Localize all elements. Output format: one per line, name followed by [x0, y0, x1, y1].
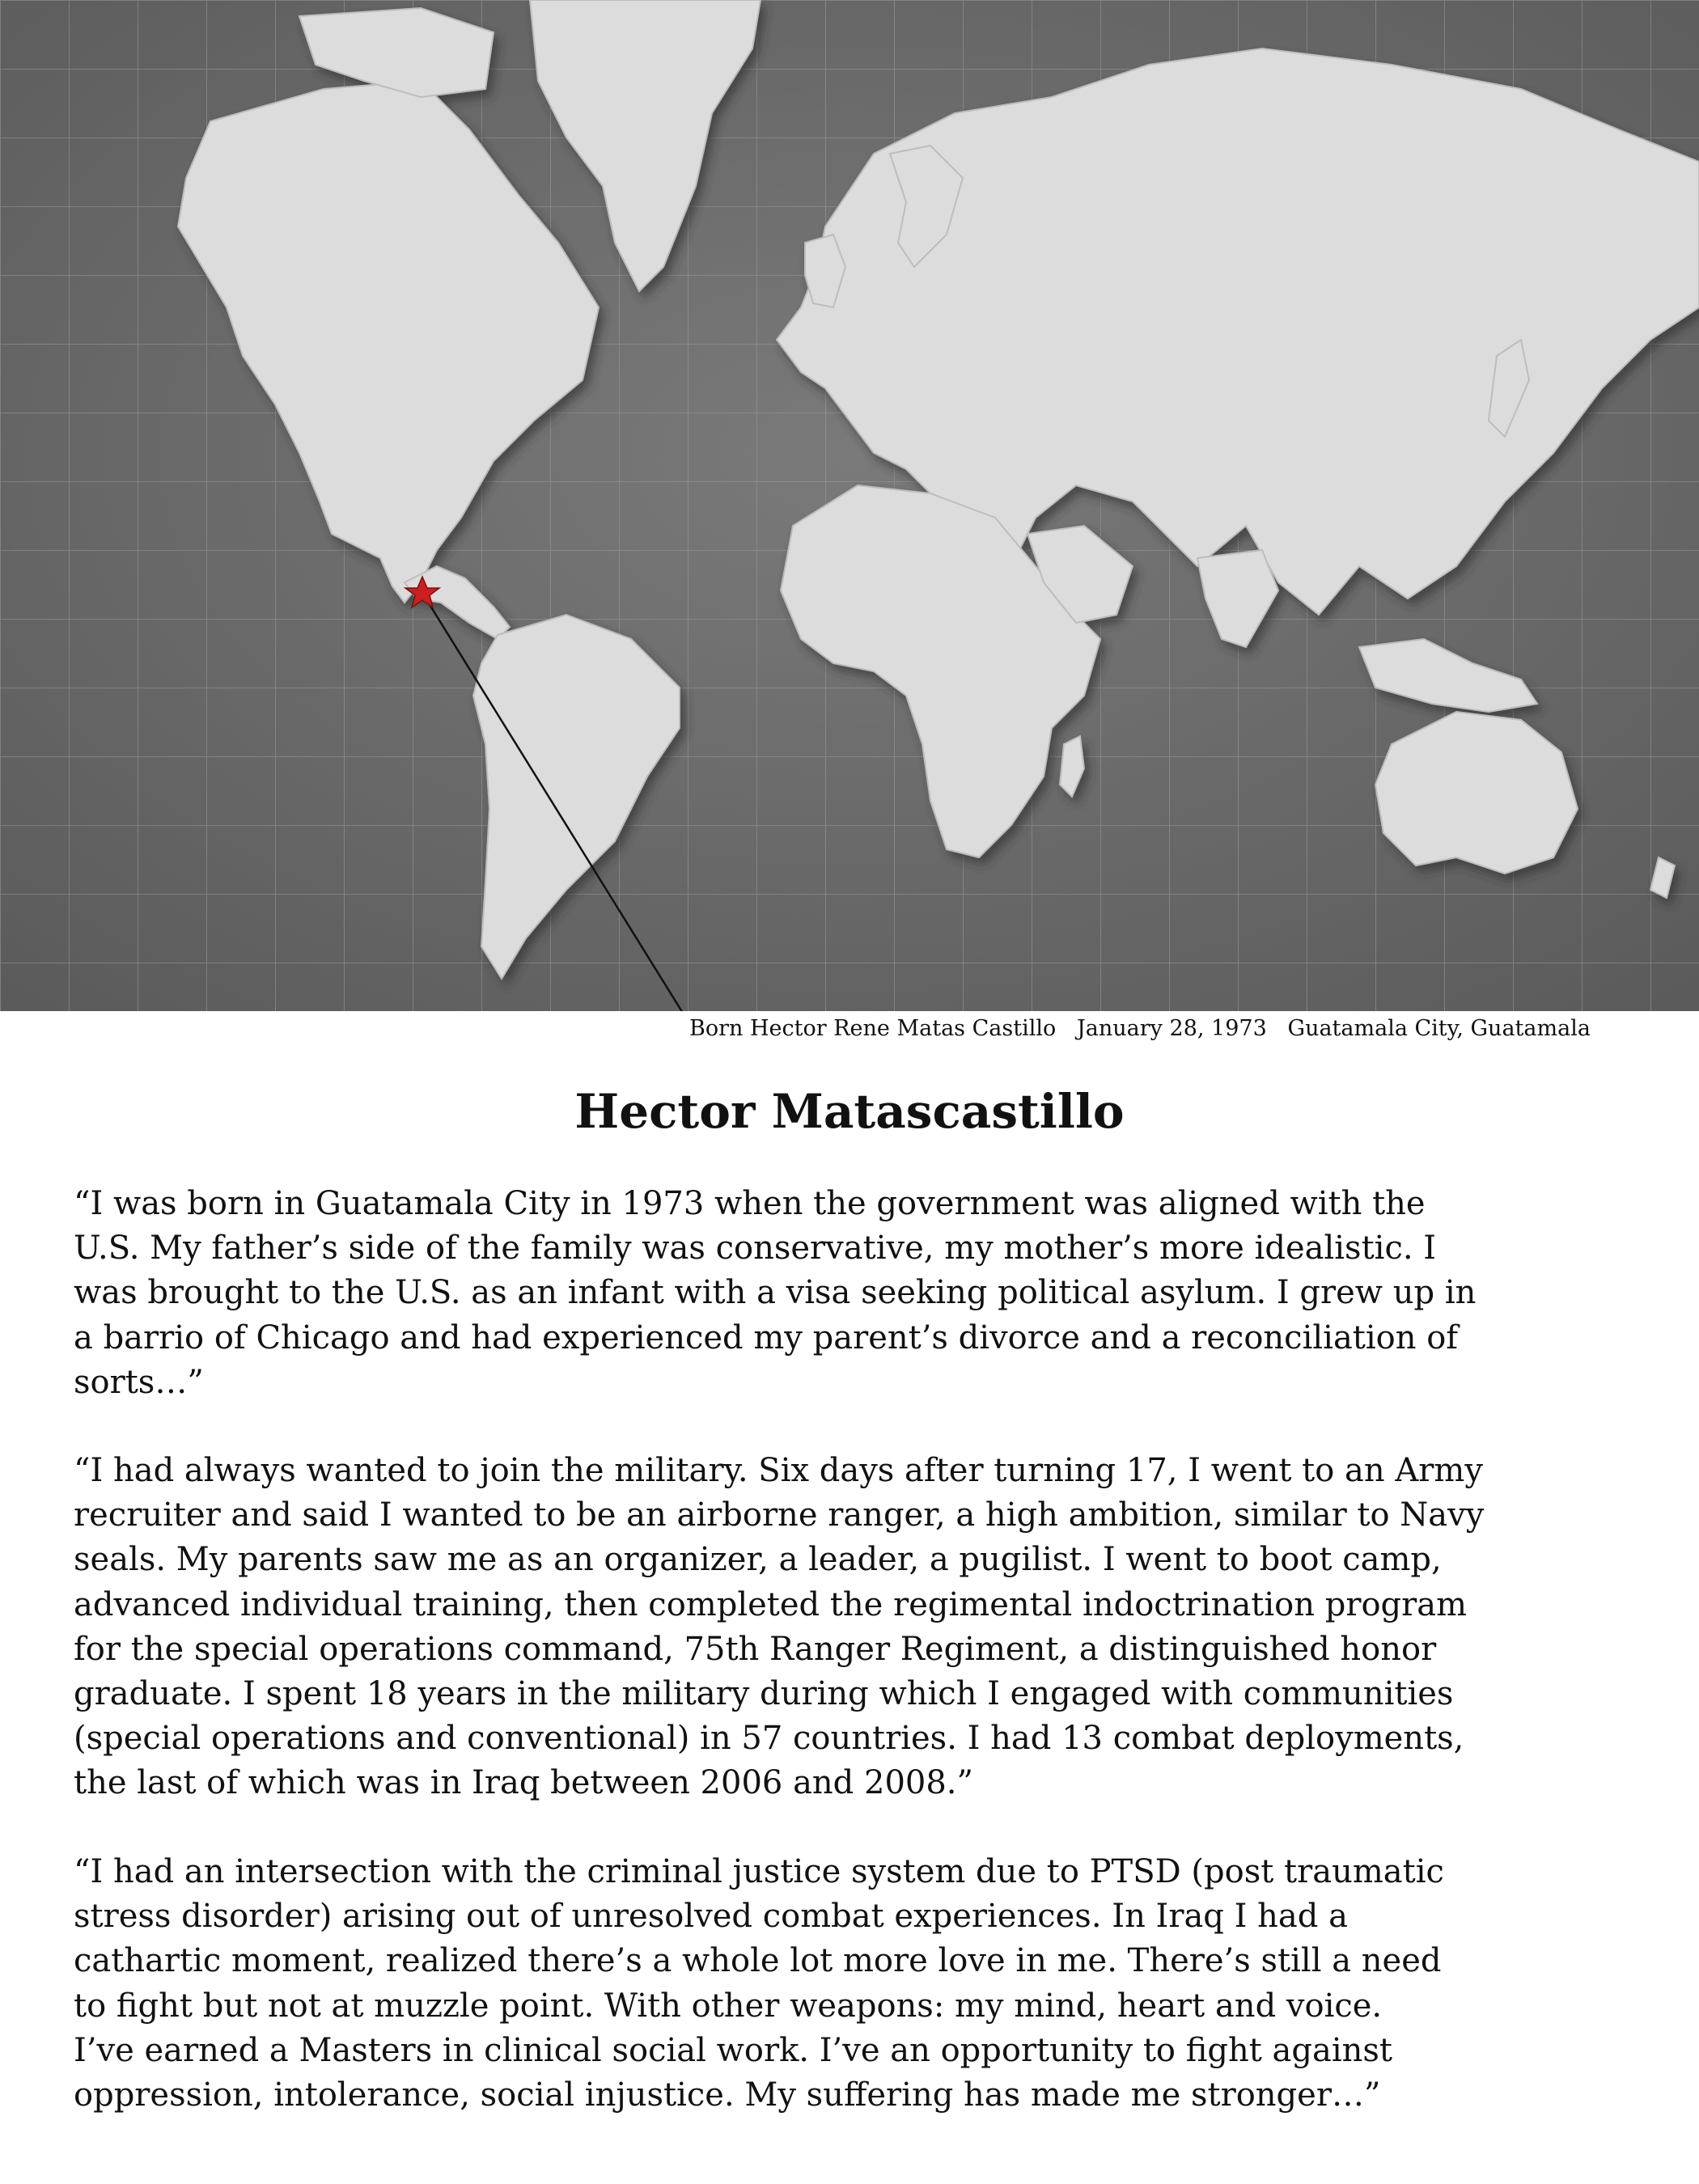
quote-line: stress disorder) arising out of unresolved combat experiences. In Iraq I had a: [74, 1898, 1348, 1936]
quote-line: “I had always wanted to join the military. Six days after turning 17, I went to an Army: [74, 1452, 1483, 1489]
quote-line: the last of which was in Iraq between 2006 and 2008.”: [74, 1764, 973, 1802]
quote-line: was brought to the U.S. as an infant with a visa seeking political asylum. I grew up in: [74, 1274, 1477, 1312]
quote-line: I’ve earned a Masters in clinical social work. I’ve an opportunity to fight against: [74, 2031, 1392, 2069]
quote-line: cathartic moment, realized there’s a whole lot more love in me. There’s still a need: [74, 1942, 1442, 1980]
quote-line: U.S. My father’s side of the family was conservative, my mother’s more idealistic. I: [74, 1230, 1437, 1268]
birth-caption: Born Hector Rene Matas Castillo January 28, 1973 Guatamala City, Guatamala: [689, 1016, 1591, 1041]
quote-line: oppression, intolerance, social injustice. My suffering has made me stronger…”: [74, 2076, 1381, 2114]
quote-line: recruiter and said I wanted to be an airborne ranger, a high ambition, similar to Navy: [74, 1496, 1485, 1534]
quote-line: seals. My parents saw me as an organizer, a leader, a pugilist. I went to boot camp,: [74, 1541, 1442, 1579]
world-map: [0, 0, 1699, 1011]
quote-line: (special operations and conventional) in 57 countries. I had 13 combat deployments,: [74, 1720, 1464, 1758]
quote-line: to fight but not at muzzle point. With other weapons: my mind, heart and voice.: [74, 1987, 1383, 2025]
quote-line: “I was born in Guatamala City in 1973 when the government was aligned with the: [74, 1185, 1426, 1222]
quote-paragraph: [74, 1449, 1659, 1806]
quote-line: sorts…”: [74, 1363, 204, 1401]
quote-line: a barrio of Chicago and had experienced my parent’s divorce and a reconciliation of: [74, 1318, 1459, 1357]
quote-line: graduate. I spent 18 years in the military during which I engaged with communities: [74, 1675, 1454, 1713]
quote-line: for the special operations command, 75th Ranger Regiment, a distinguished honor: [74, 1630, 1437, 1668]
quote-line: “I had an intersection with the criminal justice system due to PTSD (post traumatic: [74, 1853, 1444, 1890]
quote-paragraph: [74, 1850, 1659, 2118]
quote-line: advanced individual training, then completed the regimental indoctrination program: [74, 1585, 1468, 1623]
quote-paragraph: [74, 1182, 1659, 1405]
page-title: Hector Matascastillo: [574, 1084, 1125, 1139]
